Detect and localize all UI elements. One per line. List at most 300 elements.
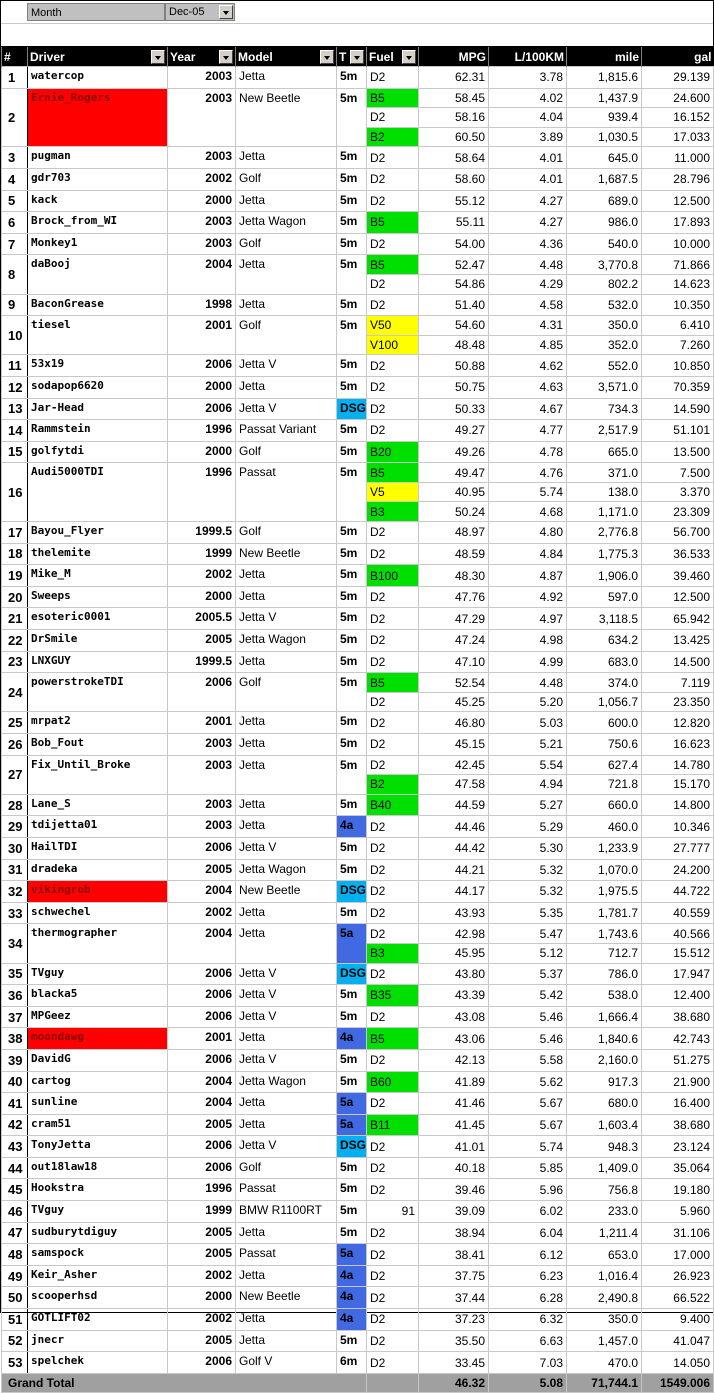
driver-cell[interactable]: Hookstra	[28, 1179, 168, 1201]
gal-cell: 10.346	[642, 816, 714, 838]
gal-cell: 11.000	[642, 147, 714, 169]
driver-cell[interactable]: HailTDI	[28, 837, 168, 859]
driver-cell[interactable]: MPGeez	[28, 1006, 168, 1028]
table-row	[2, 630, 714, 652]
gal-cell: 40.566	[642, 924, 714, 944]
driver-cell[interactable]: Bayou_Flyer	[28, 522, 168, 544]
driver-cell[interactable]: spelchek	[28, 1352, 168, 1374]
row-number: 21	[2, 608, 28, 630]
transmission-cell: 5m	[337, 1222, 367, 1244]
mile-cell: 540.0	[567, 233, 642, 255]
driver-cell[interactable]: sunline	[28, 1093, 168, 1115]
row-number: 41	[2, 1093, 28, 1115]
mile-cell: 1,687.5	[567, 168, 642, 190]
driver-cell[interactable]: BaconGrease	[28, 294, 168, 316]
row-number: 50	[2, 1287, 28, 1309]
driver-cell[interactable]: LNXGUY	[28, 651, 168, 673]
driver-cell[interactable]: Mike_M	[28, 565, 168, 587]
year-cell: 2005	[168, 630, 236, 652]
col-fuel[interactable]: Fuel	[367, 47, 419, 67]
gal-cell: 13.425	[642, 630, 714, 652]
transmission-cell: 5m	[337, 168, 367, 190]
model-cell: Jetta V	[236, 398, 337, 420]
fuel-cell: D2	[367, 1222, 419, 1244]
model-cell: Jetta	[236, 1265, 337, 1287]
model-cell: Jetta	[236, 651, 337, 673]
l100km-cell: 5.20	[489, 692, 567, 712]
year-cell: 2002	[168, 1265, 236, 1287]
gal-cell: 40.559	[642, 902, 714, 924]
model-cell: New Beetle	[236, 1287, 337, 1309]
mpg-cell: 54.86	[419, 274, 489, 294]
driver-cell[interactable]: Fix_Until_Broke	[28, 755, 168, 794]
driver-cell[interactable]: kack	[28, 190, 168, 212]
year-cell: 2000	[168, 1287, 236, 1309]
fuel-cell: B35	[367, 985, 419, 1007]
driver-cell[interactable]: out18law18	[28, 1157, 168, 1179]
fuel-cell: B100	[367, 565, 419, 587]
col-driver[interactable]: Driver	[28, 47, 168, 67]
gal-cell: 10.850	[642, 355, 714, 377]
month-label: Month	[27, 3, 165, 21]
table-row	[2, 420, 714, 442]
fuel-cell: D2	[367, 1309, 419, 1331]
year-cell: 1999.5	[168, 522, 236, 544]
gal-cell: 36.533	[642, 543, 714, 565]
gal-cell: 31.106	[642, 1222, 714, 1244]
l100km-cell: 4.78	[489, 441, 567, 463]
model-cell: Jetta	[236, 294, 337, 316]
driver-cell[interactable]: GOTLIFT02	[28, 1309, 168, 1331]
fuel-cell: D2	[367, 1244, 419, 1266]
driver-cell[interactable]: pugman	[28, 147, 168, 169]
model-cell: Jetta	[236, 1309, 337, 1331]
row-number: 5	[2, 190, 28, 212]
year-cell: 2005	[168, 1222, 236, 1244]
table-row	[2, 1028, 714, 1050]
row-number: 46	[2, 1201, 28, 1223]
table-row	[2, 1330, 714, 1352]
table-row	[2, 1352, 714, 1374]
fuel-cell: D2	[367, 1157, 419, 1179]
gal-cell: 19.180	[642, 1179, 714, 1201]
transmission-cell: 5m	[337, 543, 367, 565]
year-cell: 2001	[168, 1028, 236, 1050]
model-cell: Golf V	[236, 1352, 337, 1374]
l100km-cell: 4.31	[489, 316, 567, 336]
fuel-cell: 91	[367, 1201, 419, 1223]
gal-cell: 66.522	[642, 1287, 714, 1309]
mpg-cell: 54.60	[419, 316, 489, 336]
row-number: 38	[2, 1028, 28, 1050]
mile-cell: 1,030.5	[567, 127, 642, 147]
mile-cell: 1,070.0	[567, 859, 642, 881]
driver-cell[interactable]: dradeka	[28, 859, 168, 881]
l100km-cell: 4.92	[489, 586, 567, 608]
transmission-cell: 5m	[337, 255, 367, 294]
transmission-cell: 5m	[337, 630, 367, 652]
year-cell: 2006	[168, 355, 236, 377]
year-cell: 2006	[168, 963, 236, 985]
driver-cell[interactable]: 53x19	[28, 355, 168, 377]
col-trans[interactable]: T	[337, 47, 367, 67]
row-number: 26	[2, 734, 28, 756]
year-cell: 2000	[168, 586, 236, 608]
fuel-cell: D2	[367, 1330, 419, 1352]
mile-cell: 627.4	[567, 755, 642, 775]
driver-cell[interactable]: jnecr	[28, 1330, 168, 1352]
fuel-cell: D2	[367, 355, 419, 377]
mpg-cell: 39.46	[419, 1179, 489, 1201]
driver-cell[interactable]: gdr703	[28, 168, 168, 190]
driver-cell[interactable]: tiesel	[28, 316, 168, 355]
mile-cell: 350.0	[567, 316, 642, 336]
transmission-cell: 6m	[337, 1352, 367, 1374]
col-mile: mile	[567, 47, 642, 67]
transmission-cell: 5a	[337, 1114, 367, 1136]
filter-dropdown-icon[interactable]	[219, 50, 233, 64]
l100km-cell: 5.67	[489, 1093, 567, 1115]
model-cell: Golf	[236, 233, 337, 255]
mile-cell: 1,457.0	[567, 1330, 642, 1352]
mpg-cell: 37.44	[419, 1287, 489, 1309]
fuel-cell: D2	[367, 692, 419, 712]
mpg-cell: 54.00	[419, 233, 489, 255]
l100km-cell: 4.77	[489, 420, 567, 442]
transmission-cell: 4a	[337, 1028, 367, 1050]
model-cell: Jetta	[236, 147, 337, 169]
fuel-cell: B5	[367, 1028, 419, 1050]
driver-cell[interactable]: DrSmile	[28, 630, 168, 652]
table-row	[2, 1287, 714, 1309]
mile-cell: 597.0	[567, 586, 642, 608]
transmission-cell: 5m	[337, 1157, 367, 1179]
transmission-cell: 5m	[337, 355, 367, 377]
table-row	[2, 212, 714, 234]
transmission-cell: 5m	[337, 985, 367, 1007]
l100km-cell: 5.30	[489, 837, 567, 859]
mile-cell: 1,409.0	[567, 1157, 642, 1179]
transmission-cell: 5m	[337, 859, 367, 881]
driver-cell[interactable]: Ernie_Rogers	[28, 88, 168, 147]
fuel-cell: D2	[367, 168, 419, 190]
l100km-cell: 5.67	[489, 1114, 567, 1136]
year-cell: 2006	[168, 985, 236, 1007]
table-row	[2, 608, 714, 630]
row-number: 8	[2, 255, 28, 294]
gal-cell: 26.923	[642, 1265, 714, 1287]
row-number: 52	[2, 1330, 28, 1352]
model-cell: Jetta V	[236, 355, 337, 377]
year-cell: 2001	[168, 316, 236, 355]
mile-cell: 734.3	[567, 398, 642, 420]
year-cell: 2004	[168, 1093, 236, 1115]
mpg-cell: 58.16	[419, 108, 489, 128]
model-cell: Jetta	[236, 924, 337, 963]
mpg-cell: 40.18	[419, 1157, 489, 1179]
driver-cell[interactable]: sodapop6620	[28, 376, 168, 398]
transmission-cell: 5m	[337, 1179, 367, 1201]
col-year[interactable]: Year	[168, 47, 236, 67]
gal-cell: 65.942	[642, 608, 714, 630]
row-number: 23	[2, 651, 28, 673]
year-cell: 1996	[168, 1179, 236, 1201]
model-cell: Jetta V	[236, 963, 337, 985]
year-cell: 2006	[168, 1049, 236, 1071]
fuel-cell: B2	[367, 775, 419, 795]
l100km-cell: 4.62	[489, 355, 567, 377]
filter-dropdown-icon[interactable]	[320, 50, 334, 64]
driver-cell[interactable]: Keir_Asher	[28, 1265, 168, 1287]
mpg-cell: 48.97	[419, 522, 489, 544]
driver-cell[interactable]: Jar-Head	[28, 398, 168, 420]
year-cell: 2006	[168, 673, 236, 712]
transmission-cell: 5m	[337, 734, 367, 756]
row-number: 25	[2, 712, 28, 734]
mile-cell: 1,743.6	[567, 924, 642, 944]
col-model[interactable]: Model	[236, 47, 337, 67]
driver-cell[interactable]: Bob_Fout	[28, 734, 168, 756]
mile-cell: 2,517.9	[567, 420, 642, 442]
driver-cell[interactable]: daBooj	[28, 255, 168, 294]
model-cell: Jetta	[236, 376, 337, 398]
driver-cell[interactable]: TVguy	[28, 963, 168, 985]
row-number: 15	[2, 441, 28, 463]
fuel-cell: D2	[367, 924, 419, 944]
driver-cell[interactable]: watercop	[28, 67, 168, 89]
year-cell: 2003	[168, 816, 236, 838]
mpg-cell: 48.48	[419, 335, 489, 355]
driver-cell[interactable]: golfytdi	[28, 441, 168, 463]
mile-cell: 721.8	[567, 775, 642, 795]
fuel-cell: D2	[367, 1093, 419, 1115]
col-mpg: MPG	[419, 47, 489, 67]
fuel-cell: B11	[367, 1114, 419, 1136]
transmission-cell: DSG	[337, 1136, 367, 1158]
mile-cell: 683.0	[567, 651, 642, 673]
l100km-cell: 4.02	[489, 88, 567, 108]
year-cell: 2003	[168, 794, 236, 816]
mpg-cell: 43.93	[419, 902, 489, 924]
mpg-cell: 33.45	[419, 1352, 489, 1374]
driver-cell[interactable]: esoteric0001	[28, 608, 168, 630]
driver-cell[interactable]: tdijetta01	[28, 816, 168, 838]
fuel-cell: B2	[367, 127, 419, 147]
fuel-cell: D2	[367, 233, 419, 255]
mile-cell: 986.0	[567, 212, 642, 234]
mile-cell: 460.0	[567, 816, 642, 838]
fuel-cell: D2	[367, 881, 419, 903]
model-cell: New Beetle	[236, 543, 337, 565]
l100km-cell: 4.58	[489, 294, 567, 316]
driver-cell[interactable]: schwechel	[28, 902, 168, 924]
gal-cell: 56.700	[642, 522, 714, 544]
mile-cell: 1,781.7	[567, 902, 642, 924]
driver-cell[interactable]: powerstrokeTDI	[28, 673, 168, 712]
table-row	[2, 67, 714, 89]
driver-cell[interactable]: cartog	[28, 1071, 168, 1093]
row-number: 17	[2, 522, 28, 544]
gal-cell: 28.796	[642, 168, 714, 190]
model-cell: Passat	[236, 1179, 337, 1201]
year-cell: 2003	[168, 67, 236, 89]
year-cell: 2002	[168, 1309, 236, 1331]
mile-cell: 1,840.6	[567, 1028, 642, 1050]
table-body	[2, 67, 714, 1374]
driver-cell[interactable]: vikingrob	[28, 881, 168, 903]
year-cell: 2004	[168, 881, 236, 903]
l100km-cell: 5.54	[489, 755, 567, 775]
year-cell: 2005	[168, 1114, 236, 1136]
mile-cell: 1,815.6	[567, 67, 642, 89]
fuel-cell: D2	[367, 1287, 419, 1309]
table-row	[2, 673, 714, 693]
table-row	[2, 190, 714, 212]
mile-cell: 756.8	[567, 1179, 642, 1201]
transmission-cell: 5m	[337, 147, 367, 169]
l100km-cell: 6.28	[489, 1287, 567, 1309]
gal-cell: 9.400	[642, 1309, 714, 1331]
fuel-cell: D2	[367, 420, 419, 442]
table-row	[2, 651, 714, 673]
transmission-cell: 5m	[337, 902, 367, 924]
l100km-cell: 4.80	[489, 522, 567, 544]
fuel-cell: D2	[367, 816, 419, 838]
header-row	[2, 47, 714, 67]
mile-cell: 350.0	[567, 1309, 642, 1331]
driver-cell[interactable]: cram51	[28, 1114, 168, 1136]
transmission-cell: 5m	[337, 565, 367, 587]
l100km-cell: 5.47	[489, 924, 567, 944]
row-number: 22	[2, 630, 28, 652]
driver-cell[interactable]: mrpat2	[28, 712, 168, 734]
year-cell: 2006	[168, 837, 236, 859]
grand-total-mile: 71,744.1	[567, 1373, 642, 1393]
col-gal: gal	[642, 47, 714, 67]
gal-cell: 24.600	[642, 88, 714, 108]
chevron-down-icon[interactable]	[219, 5, 233, 19]
model-cell: Jetta V	[236, 837, 337, 859]
row-number: 20	[2, 586, 28, 608]
gal-cell: 17.033	[642, 127, 714, 147]
fuel-cell: D2	[367, 1136, 419, 1158]
year-cell: 2002	[168, 565, 236, 587]
table-row	[2, 565, 714, 587]
driver-cell[interactable]: Brock_from_WI	[28, 212, 168, 234]
model-cell: Jetta	[236, 734, 337, 756]
mile-cell: 1,211.4	[567, 1222, 642, 1244]
grand-total-mpg: 46.32	[419, 1373, 489, 1393]
mpg-cell: 35.50	[419, 1330, 489, 1352]
year-cell: 1999	[168, 543, 236, 565]
mile-cell: 939.4	[567, 108, 642, 128]
fuel-cell: D2	[367, 859, 419, 881]
gal-cell: 14.500	[642, 651, 714, 673]
driver-cell[interactable]: Sweeps	[28, 586, 168, 608]
transmission-cell: 5m	[337, 441, 367, 463]
mpg-cell: 52.54	[419, 673, 489, 693]
table-row	[2, 255, 714, 275]
driver-cell[interactable]: DavidG	[28, 1049, 168, 1071]
driver-cell[interactable]: Monkey1	[28, 233, 168, 255]
mpg-cell: 58.64	[419, 147, 489, 169]
model-cell: Golf	[236, 1157, 337, 1179]
fuel-cell: D2	[367, 586, 419, 608]
l100km-cell: 4.99	[489, 651, 567, 673]
mile-cell: 680.0	[567, 1093, 642, 1115]
l100km-cell: 7.03	[489, 1352, 567, 1374]
driver-cell[interactable]: Lane_S	[28, 794, 168, 816]
fuel-cell: D2	[367, 1352, 419, 1374]
row-number: 27	[2, 755, 28, 794]
table-row	[2, 837, 714, 859]
year-cell: 2004	[168, 255, 236, 294]
year-cell: 2005.5	[168, 608, 236, 630]
driver-cell[interactable]: scooperhsd	[28, 1287, 168, 1309]
model-cell: Golf	[236, 168, 337, 190]
mile-cell: 660.0	[567, 794, 642, 816]
driver-cell[interactable]: TVguy	[28, 1201, 168, 1223]
l100km-cell: 4.63	[489, 376, 567, 398]
gal-cell: 3.370	[642, 482, 714, 502]
model-cell: Jetta	[236, 1093, 337, 1115]
year-cell: 2003	[168, 233, 236, 255]
year-cell: 1998	[168, 294, 236, 316]
filter-dropdown-icon[interactable]	[350, 50, 364, 64]
driver-cell[interactable]: Audi5000TDI	[28, 463, 168, 522]
driver-cell[interactable]: blacka5	[28, 985, 168, 1007]
gal-cell: 42.743	[642, 1028, 714, 1050]
mpg-cell: 38.94	[419, 1222, 489, 1244]
table-row	[2, 586, 714, 608]
gal-cell: 35.064	[642, 1157, 714, 1179]
filter-dropdown-icon[interactable]	[151, 50, 165, 64]
driver-cell[interactable]: Rammstein	[28, 420, 168, 442]
l100km-cell: 4.85	[489, 335, 567, 355]
driver-cell[interactable]: TonyJetta	[28, 1136, 168, 1158]
filter-dropdown-icon[interactable]	[402, 50, 416, 64]
fuel-cell: B3	[367, 943, 419, 963]
fuel-cell: B5	[367, 255, 419, 275]
month-dropdown[interactable]	[165, 3, 235, 21]
mpg-cell: 47.24	[419, 630, 489, 652]
driver-cell[interactable]: samspock	[28, 1244, 168, 1266]
l100km-cell: 5.35	[489, 902, 567, 924]
model-cell: Jetta V	[236, 1136, 337, 1158]
year-cell: 2006	[168, 1157, 236, 1179]
driver-cell[interactable]: sudburytdiguy	[28, 1222, 168, 1244]
fuel-cell: D2	[367, 67, 419, 89]
driver-cell[interactable]: moondawg	[28, 1028, 168, 1050]
driver-cell[interactable]: thelemite	[28, 543, 168, 565]
mpg-cell: 50.33	[419, 398, 489, 420]
gal-cell: 29.139	[642, 67, 714, 89]
fuel-cell: D2	[367, 147, 419, 169]
model-cell: Passat Variant	[236, 420, 337, 442]
row-number: 53	[2, 1352, 28, 1374]
driver-cell[interactable]: thermographer	[28, 924, 168, 963]
table-row	[2, 712, 714, 734]
model-cell: Passat	[236, 1244, 337, 1266]
mpg-cell: 41.89	[419, 1071, 489, 1093]
row-number: 24	[2, 673, 28, 712]
table-row	[2, 881, 714, 903]
l100km-cell: 4.76	[489, 463, 567, 483]
mile-cell: 532.0	[567, 294, 642, 316]
gal-cell: 17.000	[642, 1244, 714, 1266]
fuel-cell: D2	[367, 1265, 419, 1287]
blank-row	[1, 24, 713, 47]
